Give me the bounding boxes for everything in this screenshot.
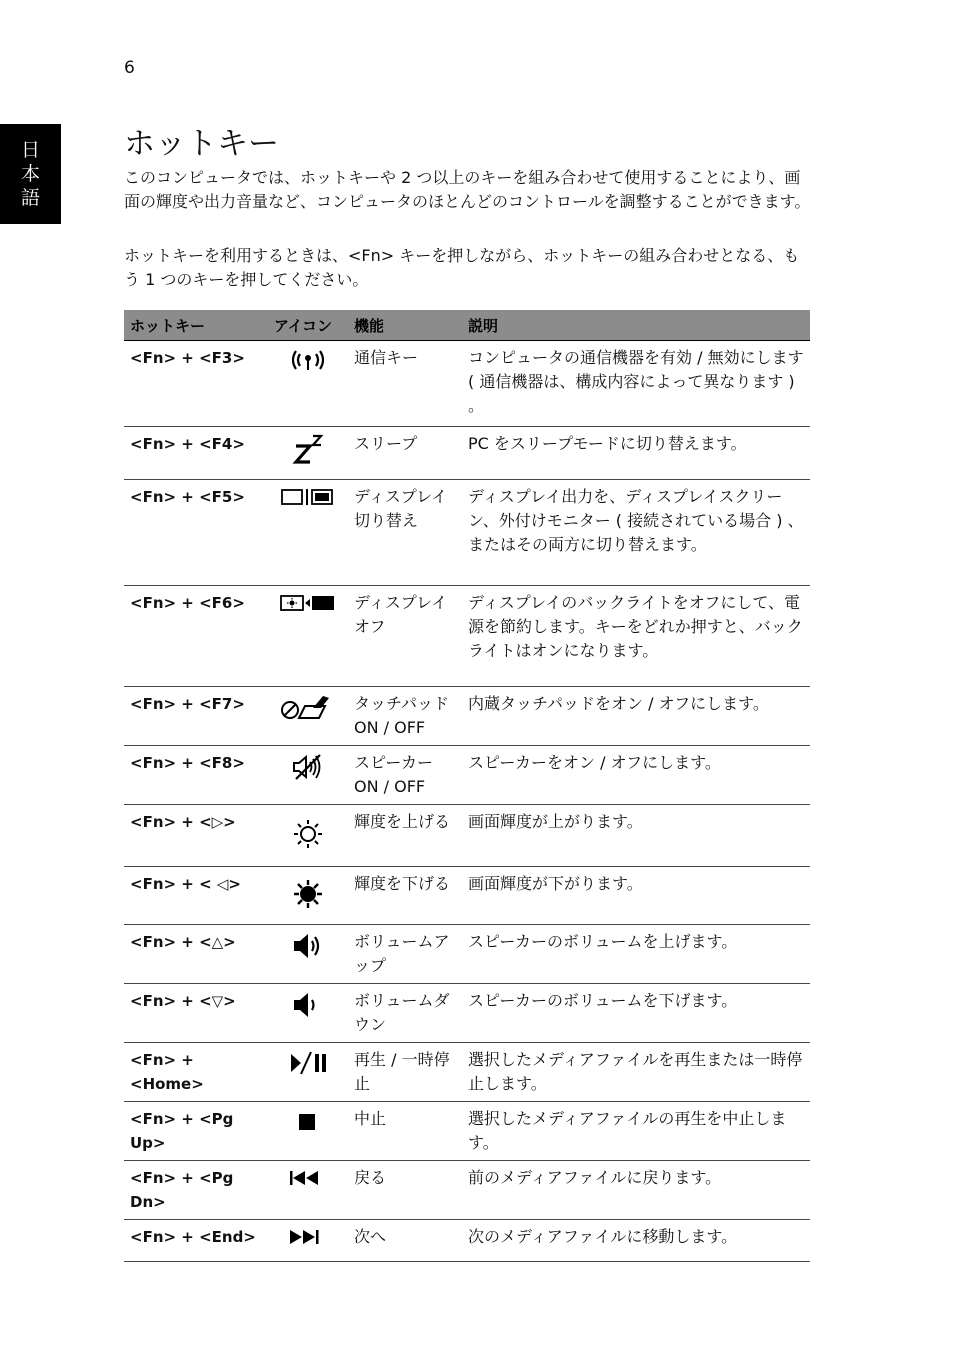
table-row xyxy=(124,341,810,427)
language-tab-char: 語 xyxy=(20,187,40,209)
description-cell: スピーカーのボリュームを上げます。 xyxy=(462,925,810,984)
table-row xyxy=(124,746,810,805)
hotkey-table xyxy=(124,310,810,1262)
function-cell: 戻る xyxy=(348,1161,462,1220)
table-row xyxy=(124,1220,810,1262)
table-row xyxy=(124,867,810,925)
table-row xyxy=(124,586,810,687)
function-cell: 再生 / 一時停止 xyxy=(348,1043,462,1102)
hotkey-cell: <Fn> + <Pg Up> xyxy=(124,1102,268,1161)
header-icon: アイコン xyxy=(268,310,348,341)
function-cell: スリープ xyxy=(348,427,462,480)
language-tab-char: 日 xyxy=(20,139,40,161)
function-cell: ボリュームアップ xyxy=(348,925,462,984)
table-row xyxy=(124,805,810,867)
description-cell: 次のメディアファイルに移動します。 xyxy=(462,1220,810,1262)
hotkey-cell: <Fn> + <F8> xyxy=(124,746,268,805)
stop-icon xyxy=(288,1107,328,1137)
description-cell: PC をスリープモードに切り替えます。 xyxy=(462,427,810,480)
table-row xyxy=(124,925,810,984)
hotkey-cell: <Fn> + <△> xyxy=(124,925,268,984)
function-cell: 輝度を上げる xyxy=(348,805,462,867)
brightness-down-icon xyxy=(290,876,326,912)
next-icon xyxy=(286,1225,330,1249)
description-cell: ディスプレイ出力を、ディスプレイスクリーン、外付けモニター ( 接続されている場合 ) 、またはその両方に切り替えます。 xyxy=(462,480,810,586)
language-tab xyxy=(0,124,61,224)
usage-paragraph: ホットキーを利用するときは、<Fn> キーを押しながら、ホットキーの組み合わせとなる、もう 1 つのキーを押してください。 xyxy=(124,246,800,289)
intro-paragraph: このコンピュータでは、ホットキーや 2 つ以上のキーを組み合わせて使用することにより、画面の輝度や出力音量など、コンピュータのほとんどのコントロールを調整することができます。 xyxy=(124,168,811,211)
play-pause-icon xyxy=(285,1048,331,1078)
header-description: 説明 xyxy=(462,310,810,341)
function-cell: 次へ xyxy=(348,1220,462,1262)
function-cell: タッチパッド ON / OFF xyxy=(348,687,462,746)
description-cell: 選択したメディアファイルの再生を中止します。 xyxy=(462,1102,810,1161)
function-cell: ボリュームダウン xyxy=(348,984,462,1043)
display-off-icon xyxy=(279,591,337,615)
volume-up-icon xyxy=(288,930,328,962)
touchpad-toggle-icon xyxy=(279,692,337,724)
function-cell: スピーカー ON / OFF xyxy=(348,746,462,805)
description-cell: 選択したメディアファイルを再生または一時停止します。 xyxy=(462,1043,810,1102)
table-row xyxy=(124,1102,810,1161)
hotkey-cell: <Fn> + <Pg Dn> xyxy=(124,1161,268,1220)
table-row xyxy=(124,1043,810,1102)
description-cell: 画面輝度が下がります。 xyxy=(462,867,810,925)
language-tab-char: 本 xyxy=(20,163,40,185)
hotkey-cell: <Fn> + <F3> xyxy=(124,341,268,427)
display-toggle-icon xyxy=(280,485,336,509)
table-header-row xyxy=(124,310,810,341)
speaker-mute-icon xyxy=(288,751,328,783)
hotkey-cell: <Fn> + < ◁> xyxy=(124,867,268,925)
function-cell: 中止 xyxy=(348,1102,462,1161)
table-row xyxy=(124,480,810,586)
brightness-up-icon xyxy=(290,816,326,852)
hotkey-cell: <Fn> + <End> xyxy=(124,1220,268,1262)
hotkey-cell: <Fn> + <Home> xyxy=(124,1043,268,1102)
description-cell: スピーカーをオン / オフにします。 xyxy=(462,746,810,805)
wireless-icon xyxy=(288,346,328,376)
table-row xyxy=(124,1161,810,1220)
table-row xyxy=(124,687,810,746)
hotkey-cell: <Fn> + <F5> xyxy=(124,480,268,586)
table-row xyxy=(124,427,810,480)
description-cell: スピーカーのボリュームを下げます。 xyxy=(462,984,810,1043)
hotkey-cell: <Fn> + <▷> xyxy=(124,805,268,867)
hotkey-cell: <Fn> + <F7> xyxy=(124,687,268,746)
description-cell: ディスプレイのバックライトをオフにして、電源を節約します。キーをどれか押すと、バックライトはオンになります。 xyxy=(462,586,810,687)
table-row xyxy=(124,984,810,1043)
sleep-icon xyxy=(288,432,328,466)
description-cell: コンピュータの通信機器を有効 / 無効にします ( 通信機器は、構成内容によって異なります ) 。 xyxy=(462,341,810,427)
hotkey-cell: <Fn> + <F4> xyxy=(124,427,268,480)
description-cell: 内蔵タッチパッドをオン / オフにします。 xyxy=(462,687,810,746)
hotkey-cell: <Fn> + <▽> xyxy=(124,984,268,1043)
page-title: ホットキー xyxy=(124,126,279,162)
function-cell: 通信キー xyxy=(348,341,462,427)
description-cell: 画面輝度が上がります。 xyxy=(462,805,810,867)
function-cell: 輝度を下げる xyxy=(348,867,462,925)
page-number: 6 xyxy=(124,58,135,78)
function-cell: ディスプレイオフ xyxy=(348,586,462,687)
function-cell: ディスプレイ切り替え xyxy=(348,480,462,586)
description-cell: 前のメディアファイルに戻ります。 xyxy=(462,1161,810,1220)
header-function: 機能 xyxy=(348,310,462,341)
previous-icon xyxy=(286,1166,330,1190)
volume-down-icon xyxy=(288,989,328,1021)
header-hotkey: ホットキー xyxy=(124,310,268,341)
hotkey-cell: <Fn> + <F6> xyxy=(124,586,268,687)
